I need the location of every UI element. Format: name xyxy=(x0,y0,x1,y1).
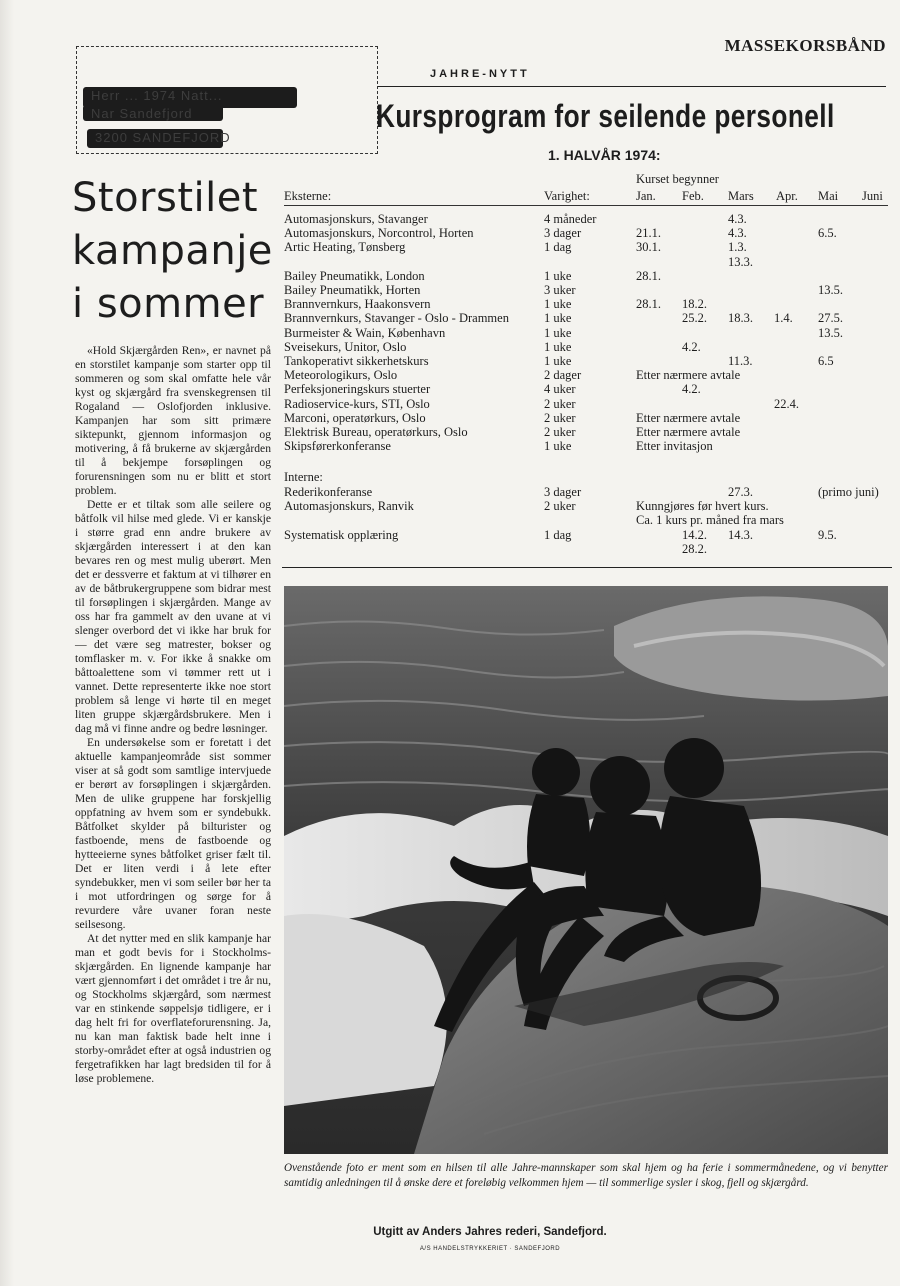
table-cell-duration: 3 dager xyxy=(544,485,582,499)
table-cell-duration: 2 uker xyxy=(544,425,576,439)
article-paragraph: Dette er et tiltak som alle seilere og båtfolk vil hilse med glede. Vi er kanskje i større grad enn andre brukere av skjærgården interessert i at den kan bevares ren og mest mulig uberørt. Men det er dessverre et faktum at vi tilhører en av de båtbrukergruppene som bidrar mest til forsøplingen i skjærgården. Mange av oss har fra gammelt av den uvane at vi slenger overbord det vi ikke har bruk for — det være seg matrester, bokser og tomflasker m. v. For ikke å snakke om båttoalettene som vi tømmer rett ut i vannet. Dette representerte ikke noe stort problem så lenge vi hørte til en meget liten gruppe skjærgårdsbrukere. Men i dag må vi finne andre og bedre løsninger. xyxy=(75,498,271,735)
table-cell-name: Automasjonskurs, Stavanger xyxy=(284,212,428,226)
table-cell-feb: 18.2. xyxy=(682,297,707,312)
table-cell-mar: 14.3. xyxy=(728,527,753,542)
col-header-jan: Jan. xyxy=(636,189,656,203)
subhead: 1. HALVÅR 1974: xyxy=(548,147,661,163)
table-cell-may: 27.5. xyxy=(818,311,843,326)
table-cell-jan: Etter invitasjon xyxy=(636,439,713,454)
table-cell-duration: 1 uke xyxy=(544,268,572,283)
header-group: Kurset begynner xyxy=(636,172,719,186)
table-cell-name: Bailey Pneumatikk, London xyxy=(284,268,425,283)
publisher-footer: Utgitt av Anders Jahres rederi, Sandefjord. xyxy=(373,1226,607,1238)
table-cell-duration: 1 dag xyxy=(544,527,572,542)
article-title-line: kampanje xyxy=(72,228,273,274)
table-cell-duration: 4 uker xyxy=(544,382,576,397)
table-bottom-rule xyxy=(282,567,892,568)
col-header-name: Eksterne: xyxy=(284,189,332,203)
table-cell-apr: 1.4. xyxy=(774,311,793,326)
table-cell-name: Burmeister & Wain, København xyxy=(284,325,446,340)
article-body xyxy=(75,344,271,1086)
table-cell-apr: 22.4. xyxy=(774,396,799,411)
headline: Kursprogram for seilende personell xyxy=(376,98,835,134)
table-cell-jan: Ca. 1 kurs pr. måned fra mars xyxy=(636,513,784,528)
table-cell-duration: 1 uke xyxy=(544,311,572,326)
table-cell-name: Elektrisk Bureau, operatørkurs, Oslo xyxy=(284,425,468,439)
col-header-may: Mai xyxy=(818,189,839,203)
table-cell-jan: 28.1. xyxy=(636,297,661,312)
table-cell-may: 6.5 xyxy=(818,354,834,368)
table-cell-name: Brannvernkurs, Haakonsvern xyxy=(284,297,431,312)
table-cell-may: 6.5. xyxy=(818,226,837,241)
col-header-mar: Mars xyxy=(728,189,754,203)
table-cell-may: 9.5. xyxy=(818,527,837,542)
table-cell-may: 13.5. xyxy=(818,283,843,297)
table-cell-may: 13.5. xyxy=(818,325,843,340)
table-cell-jan: 21.1. xyxy=(636,226,661,241)
table-cell-name: Bailey Pneumatikk, Horten xyxy=(284,283,421,297)
article-paragraph: «Hold Skjærgården Ren», er navnet på en storstilet kampanje som starter opp til sommeren og som skal omfatte hele vår kyst og skjærgård fra svenskegrensen til Rogaland — Oslofjorden inklusive. Kampanjen har som sitt primære siktepunkt, gjennom informasjon og motivering, å få brukerne av skjærgården til å bekjempe forsøplingen og forurensningen som nu er blitt et stort problem. xyxy=(75,344,271,497)
table-cell-duration: 1 dag xyxy=(544,240,572,255)
table-cell-name: Automasjonskurs, Norcontrol, Horten xyxy=(284,226,474,241)
article-title-line: i sommer xyxy=(72,281,265,327)
table-cell-name: Automasjonskurs, Ranvik xyxy=(284,499,414,514)
article-paragraph: At det nytter med en slik kampanje har man et godt bevis for i Stockholms-skjærgården. En lignende kampanje har vært gjennomført i det området i tre år nu, og Stockholms skjærgård, som nærmest var en stinkende søppelsjø tidligere, er i dag helt fri for overflateforurensning. Ja, nu kan man faktisk bade helt inne i storby-området efter at også industrien og fergetrafikken har lagt bredsiden til for å løse problemene. xyxy=(75,932,271,1085)
table-cell-name: Artic Heating, Tønsberg xyxy=(284,240,406,255)
page-edge xyxy=(0,0,14,1286)
redacted-line: Nar Sandefjord xyxy=(83,105,223,121)
table-cell-duration: 1 uke xyxy=(544,354,572,368)
table-cell-name: Rederikonferanse xyxy=(284,485,373,499)
table-cell-name: Brannvernkurs, Stavanger - Oslo - Drammen xyxy=(284,311,509,326)
table-cell-feb: 4.2. xyxy=(682,382,701,397)
col-header-apr: Apr. xyxy=(776,189,798,203)
table-cell-mar: 27.3. xyxy=(728,485,753,499)
photo-caption: Ovenstående foto er ment som en hilsen til alle Jahre-mannskaper som skal hjem og ha ferie i sommermånedene, og vi benytter samtidig anledningen til å ønske dere et foreløbig velkommen hjem — til sommerlige sysler i skog, fjell og skjærgård. xyxy=(284,1162,888,1189)
table-cell-jan: Kunngjøres før hvert kurs. xyxy=(636,499,769,514)
table-cell-duration: 2 uker xyxy=(544,499,576,514)
address-label xyxy=(76,46,378,154)
table-cell-jan: Etter nærmere avtale xyxy=(636,425,741,439)
table-cell-feb: 4.2. xyxy=(682,339,701,354)
table-cell-mar: 11.3. xyxy=(728,354,753,368)
header-rule xyxy=(284,205,888,206)
beach-photo xyxy=(284,586,888,1154)
col-header-jun: Juni xyxy=(862,189,883,203)
table-cell-jan: 28.1. xyxy=(636,268,661,283)
table-cell-duration: 3 uker xyxy=(544,283,576,297)
table-cell-duration: 4 måneder xyxy=(544,212,597,226)
course-table xyxy=(284,168,888,566)
table-cell-mar: 4.3. xyxy=(728,226,747,241)
masthead-rule xyxy=(378,86,886,87)
redacted-line: 3200 SANDEFJORD xyxy=(87,129,223,148)
table-cell-feb: 25.2. xyxy=(682,311,707,326)
article-title xyxy=(72,172,282,331)
table-cell-duration: 2 uker xyxy=(544,396,576,411)
table-cell-jan: Etter nærmere avtale xyxy=(636,368,741,383)
table-cell-feb: 28.2. xyxy=(682,541,707,556)
table-cell-jan: 30.1. xyxy=(636,240,661,255)
table-cell-name: Radioservice-kurs, STI, Oslo xyxy=(284,396,430,411)
table-cell-name: Sveisekurs, Unitor, Oslo xyxy=(284,339,407,354)
table-cell-name: Tankoperativt sikkerhetskurs xyxy=(284,354,429,368)
table-cell-name: Perfeksjoneringskurs stuerter xyxy=(284,382,431,397)
redacted-line: Herr ... 1974 Natt... xyxy=(83,87,297,108)
col-header-feb: Feb. xyxy=(682,189,704,203)
table-cell-name: Systematisk opplæring xyxy=(284,527,399,542)
table-cell-duration: 1 uke xyxy=(544,439,572,454)
table-cell-feb: 14.2. xyxy=(682,527,707,542)
col-header-duration: Varighet: xyxy=(544,189,590,203)
table-cell-may: (primo juni) xyxy=(818,485,879,499)
internal-section-label: Interne: xyxy=(284,470,323,484)
table-cell-mar: 13.3. xyxy=(728,254,753,269)
article-title-line: Storstilet xyxy=(72,175,259,221)
newsletter-name: JAHRE-NYTT xyxy=(430,68,530,80)
table-cell-mar: 4.3. xyxy=(728,212,747,226)
table-cell-mar: 1.3. xyxy=(728,240,747,255)
table-cell-duration: 3 dager xyxy=(544,226,582,241)
masthead: MASSEKORSBÅND xyxy=(724,36,886,55)
table-cell-name: Marconi, operatørkurs, Oslo xyxy=(284,410,426,425)
table-cell-duration: 2 dager xyxy=(544,368,582,383)
article-paragraph: En undersøkelse som er foretatt i det aktuelle kampanjeområde sist sommer viser at så godt som samtlige intervjuede er berørt av forsøplingen i skjærgården. Men de ulike gruppene har forskjellig oppfatning av hvem som er syndebukk. Båtfolket skylder på bilturister og fastboende, mens de fastboende og hytteeierne synes båtfolket griser fælt til. Det er liten verdi i å lete efter syndebukker, men vi som seiler bør her ta i mot utfordringen og sørge for å revurdere våre uvaner foran neste seilsesong. xyxy=(75,736,271,931)
table-cell-duration: 1 uke xyxy=(544,297,572,312)
table-cell-duration: 1 uke xyxy=(544,325,572,340)
table-cell-duration: 1 uke xyxy=(544,339,572,354)
table-cell-duration: 2 uker xyxy=(544,410,576,425)
printer-credit: A/S HANDELSTRYKKERIET · SANDEFJORD xyxy=(419,1246,561,1252)
table-cell-name: Skipsførerkonferanse xyxy=(284,439,391,454)
table-cell-mar: 18.3. xyxy=(728,311,753,326)
table-cell-jan: Etter nærmere avtale xyxy=(636,410,741,425)
table-cell-name: Meteorologikurs, Oslo xyxy=(284,368,398,383)
